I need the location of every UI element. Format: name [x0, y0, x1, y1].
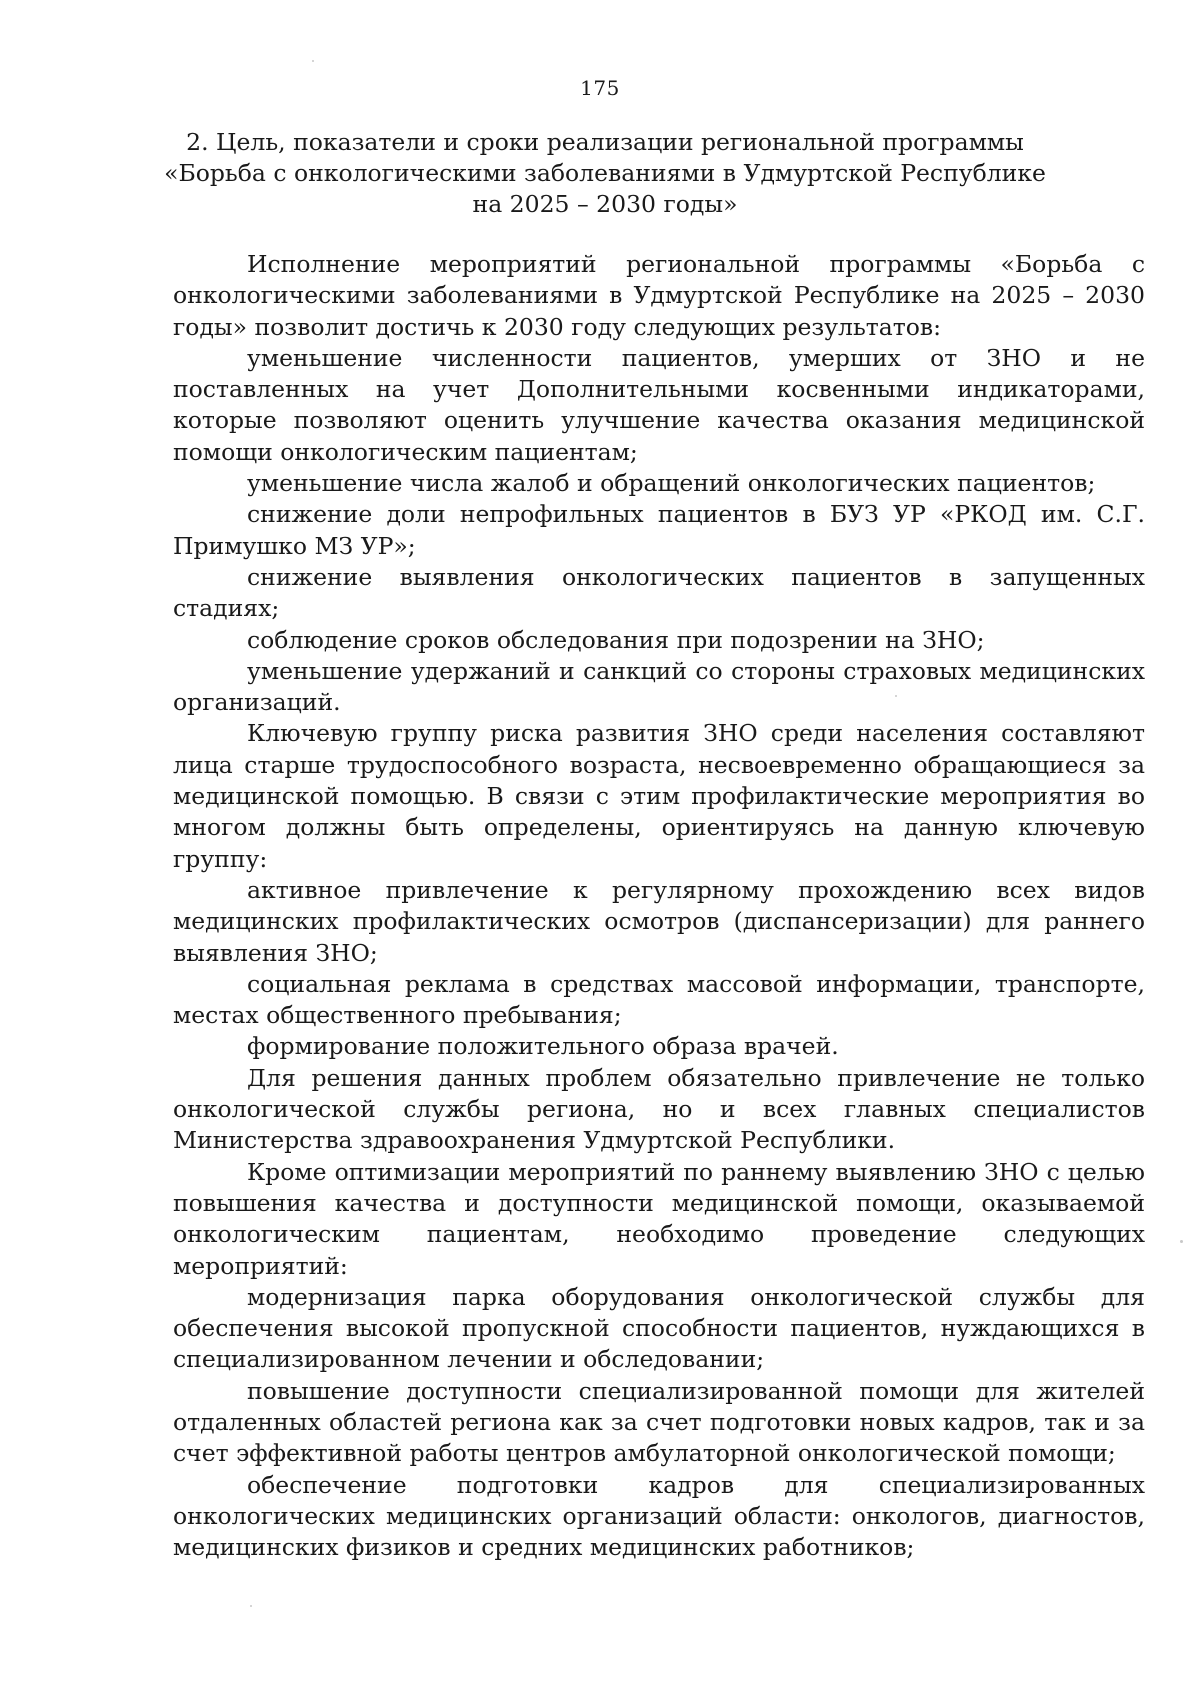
paragraph: Кроме оптимизации мероприятий по раннему выявлению ЗНО с целью повышения качества и доступности медицинской помощи, оказываемой онкологическим пациентам, необходимо проведение следующих мероприятий: [173, 1157, 1145, 1280]
scan-speck [250, 1605, 252, 1607]
paragraph: формирование положительного образа врачей. [247, 1032, 839, 1061]
page-number: 175 [580, 76, 620, 100]
paragraph: уменьшение числа жалоб и обращений онкологических пациентов; [247, 469, 1096, 498]
paragraph: социальная реклама в средствах массовой информации, транспорте, местах общественного пребывания; [173, 969, 1145, 1030]
body-text [173, 249, 1145, 1563]
scan-speck [312, 60, 314, 62]
paragraph: модернизация парка оборудования онкологической службы для обеспечения высокой пропускной способности пациентов, нуждающихся в специализированном лечении и обследовании; [173, 1282, 1145, 1374]
scan-speck [1180, 1240, 1183, 1243]
paragraph: соблюдение сроков обследования при подозрении на ЗНО; [247, 625, 985, 654]
paragraph: уменьшение численности пациентов, умерших от ЗНО и не поставленных на учет Дополнительными косвенными индикаторами, которые позволяют оценить улучшение качества оказания медицинской помощи онкологическим пациентам; [173, 343, 1145, 466]
paragraph: повышение доступности специализированной помощи для жителей отдаленных областей региона как за счет подготовки новых кадров, так и за счет эффективной работы центров амбулаторной онкологической помощи; [173, 1376, 1145, 1468]
heading-line-2: «Борьба с онкологическими заболеваниями в Удмуртской Республике [164, 159, 1046, 187]
section-heading [160, 127, 1050, 220]
heading-line-1: 2. Цель, показатели и сроки реализации региональной программы [186, 128, 1024, 156]
paragraph: снижение доли непрофильных пациентов в БУЗ УР «РКОД им. С.Г. Примушко МЗ УР»; [173, 500, 1145, 560]
scan-speck [895, 695, 897, 697]
paragraph: активное привлечение к регулярному прохождению всех видов медицинских профилактических осмотров (диспансеризации) для раннего выявления ЗНО; [173, 875, 1145, 967]
paragraph: снижение выявления онкологических пациентов в запущенных стадиях; [173, 562, 1145, 623]
paragraph: уменьшение удержаний и санкций со стороны страховых медицинских организаций. [173, 656, 1145, 717]
paragraph: Исполнение мероприятий региональной программы «Борьба с онкологическими заболеваниями в Удмуртской Республике на 2025 – 2030 годы» позволит достичь к 2030 году следующих результатов: [173, 250, 1145, 341]
paragraph: обеспечение подготовки кадров для специализированных онкологических медицинских организаций области: онкологов, диагностов, медицинских физиков и средних медицинских работников; [173, 1470, 1145, 1562]
heading-line-3: на 2025 – 2030 годы» [472, 190, 738, 218]
paragraph: Ключевую группу риска развития ЗНО среди населения составляют лица старше трудоспособного возраста, несвоевременно обращающиеся за медицинской помощью. В связи с этим профилактические мероприятия во многом должны быть определены, ориентируясь на данную ключевую группу: [173, 719, 1145, 873]
paragraph: Для решения данных проблем обязательно привлечение не только онкологической службы региона, но и всех главных специалистов Министерства здравоохранения Удмуртской Республики. [173, 1063, 1145, 1155]
